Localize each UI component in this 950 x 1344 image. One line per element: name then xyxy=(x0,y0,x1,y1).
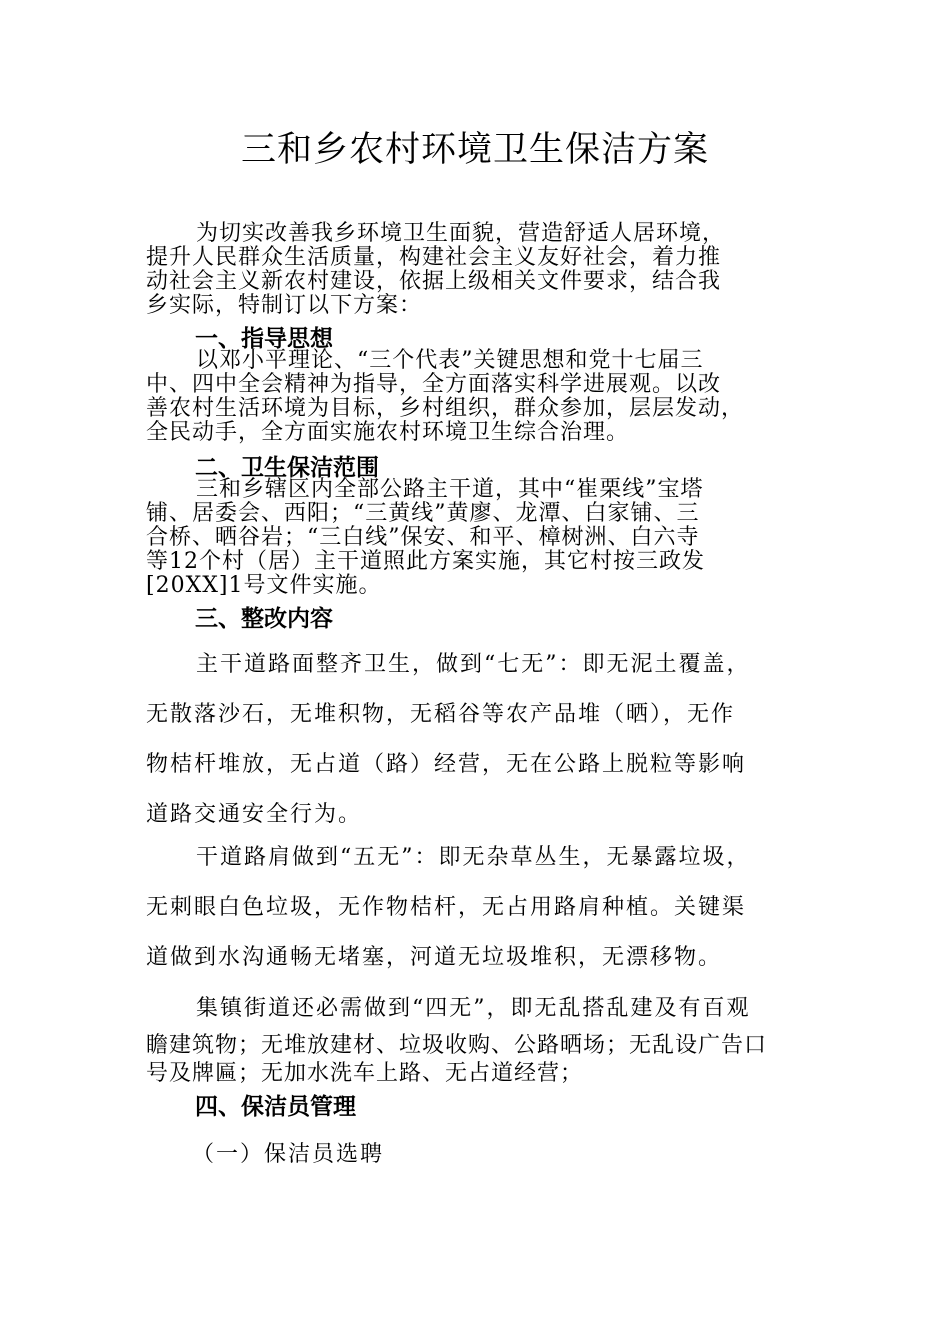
intro-paragraph xyxy=(146,222,806,318)
section2-paragraph xyxy=(146,478,806,598)
intro-line: 动社会主义新农村建设，依据上级相关文件要求，结合我 xyxy=(146,269,722,294)
section3-line: 集镇街道还必需做到“四无”，即无乱搭乱建及有百观 xyxy=(196,996,751,1021)
section1-line: 中、四中全会精神为指导，全方面落实科学进展观。以改 xyxy=(146,372,722,397)
section3-line: 主干道路面整齐卫生，做到“七无”：即无泥土覆盖， xyxy=(196,652,751,677)
document-title: 三和乡农村环境卫生保洁方案 xyxy=(240,130,709,170)
section3-paragraph-four-no-cont xyxy=(146,1032,806,1088)
section3-line: 干道路肩做到“五无”：即无杂草丛生，无暴露垃圾， xyxy=(196,845,751,870)
section3-paragraph-four-no xyxy=(146,984,816,1034)
section3-line: 物桔杆堆放，无占道（路）经营，无在公路上脱粒等影响 xyxy=(146,752,747,777)
section2-line: 三和乡辖区内全部公路主干道，其中“崔栗线”宝塔 xyxy=(196,477,704,502)
subsection-heading: （一）保洁员选聘 xyxy=(192,1142,385,1167)
section2-line: 等12个村（居）主干道照此方案实施，其它村按三政发 xyxy=(146,549,705,574)
section3-paragraph-five-no xyxy=(146,833,816,983)
section1-line: 善农村生活环境为目标，乡村组织，群众参加，层层发动， xyxy=(146,396,745,421)
section-heading-guiding-ideology: 一、指导思想 xyxy=(195,326,333,352)
section3-line: 瞻建筑物；无堆放建材、垃圾收购、公路晒场；无乱设广告口 xyxy=(146,1033,768,1058)
section1-line: 全民动手，全方面实施农村环境卫生综合治理。 xyxy=(146,420,630,445)
intro-line: 乡实际，特制订以下方案： xyxy=(146,293,423,318)
section2-line: 合桥、晒谷岩；“三白线”保安、和平、樟树洲、白六寺 xyxy=(146,525,700,550)
section-heading-cleaning-scope: 二、卫生保洁范围 xyxy=(195,455,379,481)
section3-line: 道路交通安全行为。 xyxy=(146,802,363,827)
subsection-cleaner-recruitment xyxy=(146,1138,816,1172)
section3-paragraph-seven-no xyxy=(146,640,816,840)
section2-line: 铺、居委会、西阳；“三黄线”黄廖、龙潭、白家铺、三 xyxy=(146,501,700,526)
section1-paragraph xyxy=(146,349,806,445)
section3-line: 道做到水沟通畅无堵塞，河道无垃圾堆积，无漂移物。 xyxy=(146,945,723,970)
intro-line: 为切实改善我乡环境卫生面貌，营造舒适人居环境， xyxy=(196,221,726,246)
section-heading-rectification: 三、整改内容 xyxy=(195,606,333,632)
section1-line: 以邓小平理论、“三个代表”关键思想和党十七届三 xyxy=(196,348,704,373)
section2-line: [20XX]1号文件实施。 xyxy=(146,573,382,598)
intro-line: 提升人民群众生活质量，构建社会主义友好社会，着力推 xyxy=(146,245,722,270)
section-heading-cleaner-management: 四、保洁员管理 xyxy=(195,1094,356,1120)
section3-line: 无散落沙石，无堆积物，无稻谷等农产品堆（晒），无作 xyxy=(146,702,736,727)
section3-line: 无刺眼白色垃圾，无作物桔杆，无占用路肩种植。关键渠 xyxy=(146,895,747,920)
section3-line: 号及牌匾；无加水洗车上路、无占道经营； xyxy=(146,1061,584,1086)
